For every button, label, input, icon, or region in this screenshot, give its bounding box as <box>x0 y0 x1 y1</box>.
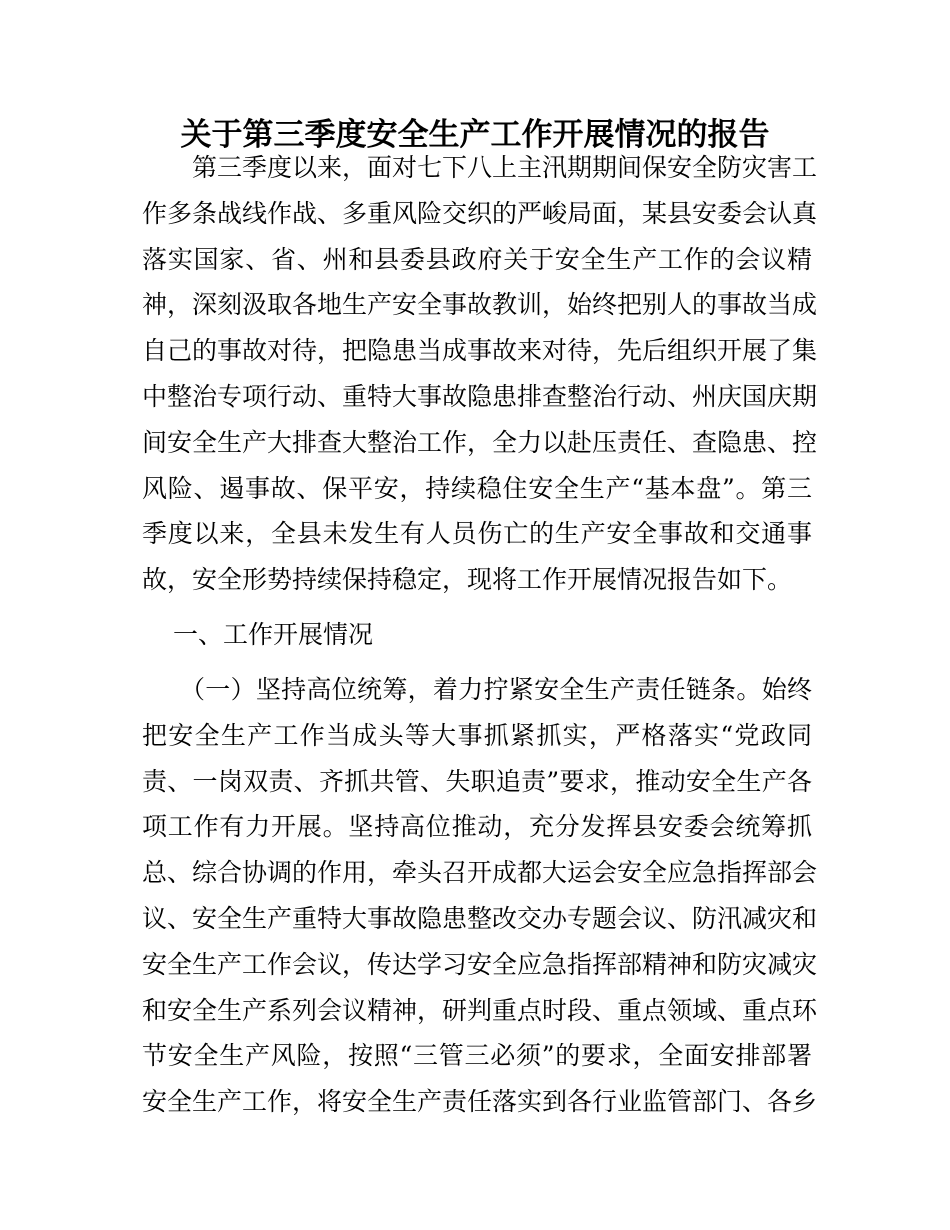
section-heading: 一、工作开展情况 <box>173 620 374 649</box>
section1-paragraph <box>142 667 818 1125</box>
text-line: 间安全生产大排查大整治工作，全力以赴压责任、查隐患、控 <box>142 427 818 457</box>
text-line: 自己的事故对待，把隐患当成事故来对待，先后组织开展了集 <box>142 336 818 366</box>
text-line: 安全生产工作会议，传达学习安全应急指挥部精神和防灾减灾 <box>142 949 818 979</box>
text-line: 神，深刻汲取各地生产安全事故教训，始终把别人的事故当成 <box>142 290 818 320</box>
text-line-content: 第三季度以来，面对七下八上主汛期期间保安全防灾害工 <box>142 153 818 182</box>
text-line: （一）坚持高位统筹，着力拧紧安全生产责任链条。始终 <box>180 675 812 704</box>
text-line: 议、安全生产重特大事故隐患整改交办专题会议、防汛减灾和 <box>142 903 818 933</box>
text-line: 中整治专项行动、重特大事故隐患排查整治行动、州庆国庆期 <box>142 381 818 411</box>
text-line: 把安全生产工作当成头等大事抓紧抓实，严格落实“党政同 <box>142 720 812 750</box>
text-line: 作多条战线作战、多重风险交织的严峻局面，某县安委会认真 <box>142 198 818 228</box>
text-line: 故，安全形势持续保持稳定，现将工作开展情况报告如下。 <box>142 565 793 595</box>
text-line: 落实国家、省、州和县委县政府关于安全生产工作的会议精 <box>142 244 812 274</box>
document-title: 关于第三季度安全生产工作开展情况的报告 <box>180 117 770 153</box>
text-line: 项工作有力开展。坚持高位推动，充分发挥县安委会统筹抓 <box>142 812 812 842</box>
text-line: 节安全生产风险，按照“三管三必须”的要求，全面安排部署 <box>142 1041 812 1071</box>
text-line: 风险、遏事故、保平安，持续稳住安全生产“基本盘”。第三 <box>142 473 812 503</box>
text-line: 责、一岗双责、齐抓共管、失职追责”要求，推动安全生产各 <box>142 766 812 796</box>
text-line: 季度以来，全县未发生有人员伤亡的生产安全事故和交通事 <box>142 519 812 549</box>
intro-paragraph <box>142 145 818 603</box>
text-line: 安全生产工作，将安全生产责任落实到各行业监管部门、各乡 <box>142 1087 818 1117</box>
text-line: 总、综合协调的作用，牵头召开成都大运会安全应急指挥部会 <box>142 858 818 888</box>
text-line: 和安全生产系列会议精神，研判重点时段、重点领域、重点环 <box>142 995 818 1025</box>
text-line <box>142 145 818 191</box>
